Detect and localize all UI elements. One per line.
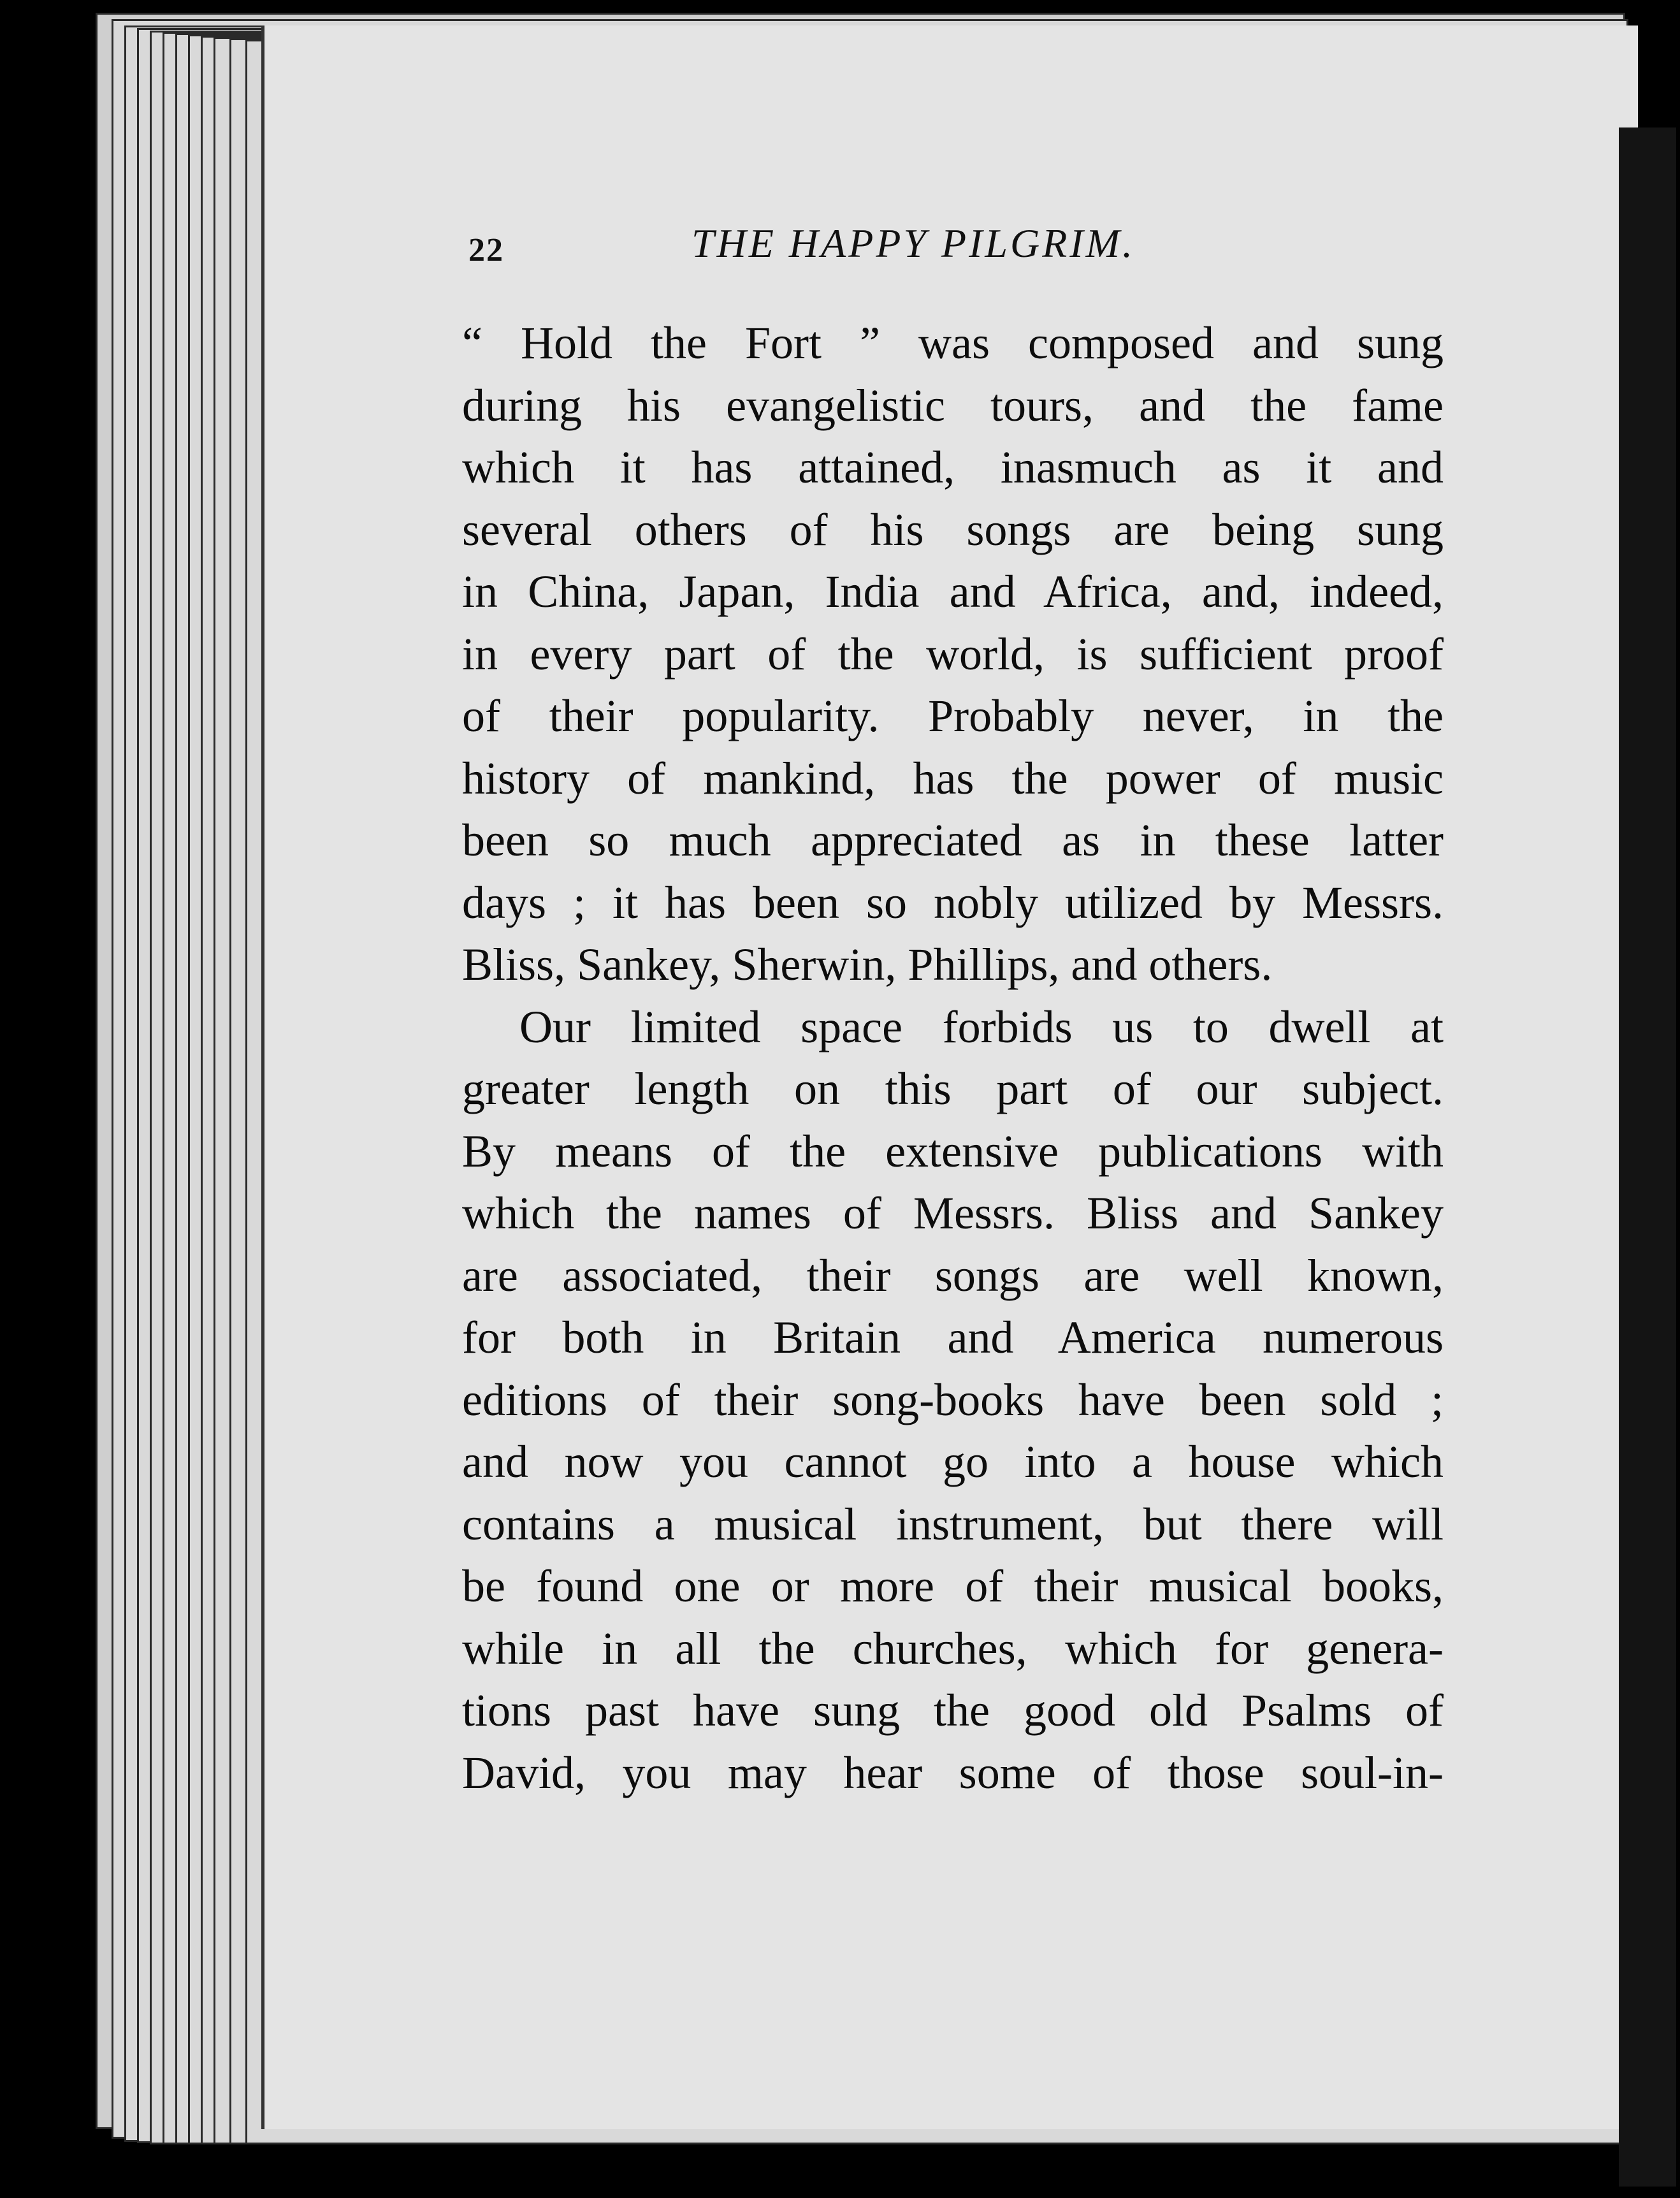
text-line: are associated, their songs are well known,	[462, 1249, 1444, 1301]
text-line: and now you cannot go into a house which	[462, 1436, 1444, 1487]
text-line: while in all the churches, which for genera-	[462, 1622, 1444, 1674]
text-line: been so much appreciated as in these latter	[462, 815, 1444, 866]
text-line: of their popularity. Probably never, in the	[462, 690, 1444, 741]
text-line: be found one or more of their musical books,	[462, 1561, 1444, 1612]
text-line: “ Hold the Fort ” was composed and sung	[462, 317, 1444, 368]
page-number: 22	[468, 232, 504, 268]
binding-shadow	[1619, 127, 1676, 2187]
text-line: during his evangelistic tours, and the fame	[462, 379, 1444, 431]
body-text	[462, 312, 1444, 1804]
text-line: greater length on this part of our subject.	[462, 1063, 1444, 1114]
text-line: tions past have sung the good old Psalms of	[462, 1685, 1444, 1736]
text-line: David, you may hear some of those soul-in-	[462, 1747, 1444, 1798]
running-head	[468, 220, 1233, 277]
text-line: in China, Japan, India and Africa, and, indeed,	[462, 566, 1444, 617]
text-line: in every part of the world, is sufficient proof	[462, 628, 1444, 680]
text-line: contains a musical instrument, but there will	[462, 1498, 1444, 1550]
text-line: editions of their song-books have been sold ;	[462, 1374, 1444, 1425]
text-line: several others of his songs are being sung	[462, 504, 1444, 555]
text-line: days ; it has been so nobly utilized by Messrs.	[462, 877, 1444, 928]
text-line: Our limited space forbids us to dwell at	[519, 1001, 1444, 1052]
text-line: history of mankind, has the power of music	[462, 752, 1444, 804]
text-line: which the names of Messrs. Bliss and Sankey	[462, 1188, 1444, 1239]
text-line: for both in Britain and America numerous	[462, 1312, 1444, 1363]
text-line: Bliss, Sankey, Sherwin, Phillips, and others.	[462, 939, 1273, 990]
text-line: By means of the extensive publications with	[462, 1125, 1444, 1177]
text-line: which it has attained, inasmuch as it and	[462, 442, 1444, 493]
running-title: THE HAPPY PILGRIM.	[692, 221, 1135, 266]
